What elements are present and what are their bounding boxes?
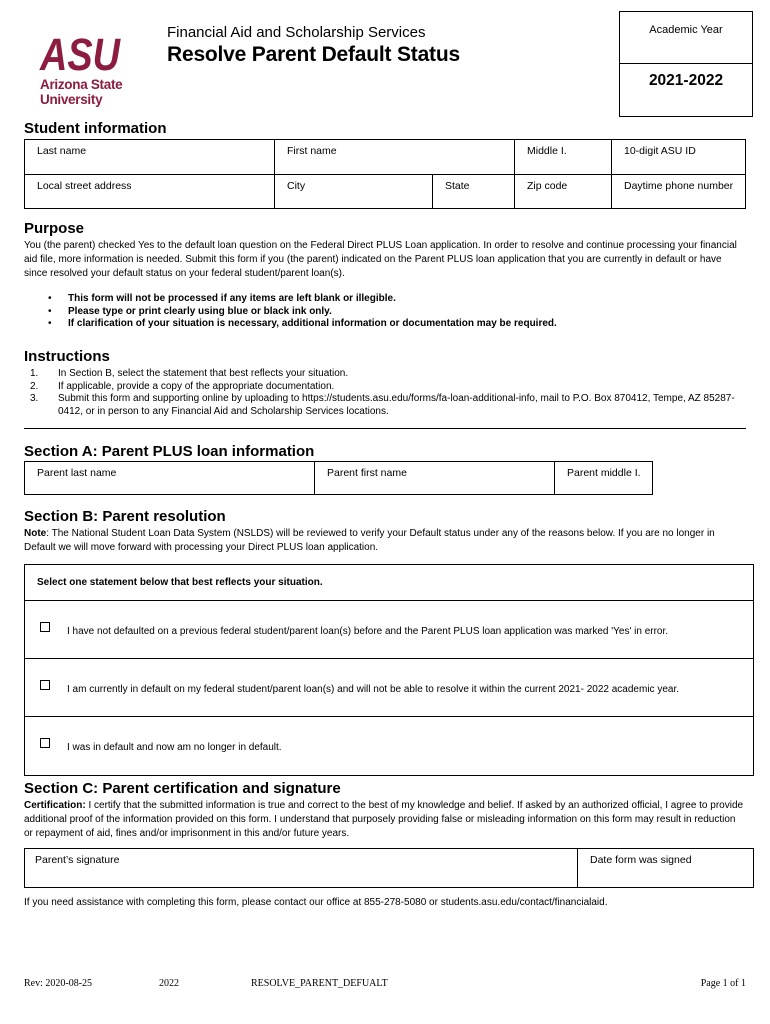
asu-logo-text: ASU (39, 29, 122, 80)
purpose-heading: Purpose (24, 220, 85, 237)
parent-last-name-field[interactable]: Parent last name (25, 462, 315, 494)
academic-year-divider (620, 63, 752, 64)
footer-form-code: RESOLVE_PARENT_DEFUALT (251, 978, 388, 989)
form-title: Resolve Parent Default Status (167, 43, 460, 66)
certification-label: Certification: (24, 800, 86, 811)
academic-year-box (619, 11, 753, 117)
note-text: : The National Student Loan Data System (NSLDS) will be reviewed to verify your Default status under any of the reasons below. If you are no longer in Default we will move forward with processing your Direct PLUS loan application. (24, 528, 715, 553)
section-a-table (24, 461, 653, 495)
middle-initial-field[interactable]: Middle I. (515, 140, 612, 175)
city-field[interactable]: City (275, 175, 433, 208)
purpose-bullets (24, 293, 746, 331)
instructions-heading: Instructions (24, 348, 110, 365)
parent-first-name-field[interactable]: Parent first name (315, 462, 555, 494)
first-name-field[interactable]: First name (275, 140, 515, 175)
step-text: In Section B, select the statement that best reflects your situation. (58, 368, 349, 379)
step-text: If applicable, provide a copy of the appropriate documentation. (58, 380, 335, 392)
option-checkbox[interactable] (40, 738, 50, 748)
signature-table (24, 848, 754, 888)
option-checkbox[interactable] (40, 680, 50, 690)
office-name: Financial Aid and Scholarship Services (167, 24, 426, 41)
university-name-line2: University (40, 92, 103, 107)
parent-signature-field[interactable]: Parent’s signature (25, 849, 578, 887)
student-info-heading: Student information (24, 120, 167, 137)
academic-year-value: 2021-2022 (648, 72, 724, 89)
state-field[interactable]: State (433, 175, 515, 208)
footer-year: 2022 (159, 978, 179, 989)
zip-code-field[interactable]: Zip code (515, 175, 612, 208)
footer-page-number: Page 1 of 1 (700, 978, 746, 989)
certification-text (24, 799, 746, 841)
instructions-list (24, 368, 746, 418)
section-b-note (24, 527, 746, 555)
university-name-line1: Arizona State (40, 77, 123, 92)
instruction-step (24, 381, 746, 394)
academic-year-label: Academic Year (649, 24, 723, 36)
purpose-bullet: • If clarification of your situation is necessary, additional information or documentation may be required. (24, 318, 746, 331)
contact-text: If you need assistance with completing this form, please contact our office at 855-278-5080 or students.asu.edu/contact/financialaid. (24, 897, 608, 908)
section-a-heading: Section A: Parent PLUS loan information (24, 443, 315, 460)
instruction-step (24, 368, 746, 381)
option-text: I was in default and now am no longer in default. (67, 742, 282, 753)
university-name (40, 77, 122, 107)
select-prompt: Select one statement below that best reflects your situation. (37, 577, 323, 588)
instruction-step (24, 393, 746, 418)
section-b-heading: Section B: Parent resolution (24, 508, 226, 525)
footer-revision: Rev: 2020-08-25 (24, 978, 93, 989)
section-divider (24, 428, 746, 429)
step-number: 3. (30, 393, 39, 404)
asu-logo (39, 29, 122, 80)
parent-middle-initial-field[interactable]: Parent middle I. (567, 467, 641, 479)
resolution-option[interactable] (25, 659, 753, 717)
resolution-options-table (24, 564, 754, 776)
resolution-option[interactable] (25, 717, 753, 775)
step-number: 2. (30, 380, 39, 392)
purpose-text: You (the parent) checked Yes to the default loan question on the Federal Direct PLUS Loan application. In order to resolve and continue processing your financial aid file, more information is needed. Submit this form if you (the parent) indicated on the Parent PLUS loan application that you are currently in default or have since resolved your default status on your federal student/parent loan(s). (24, 240, 737, 279)
last-name-field[interactable]: Last name (25, 140, 275, 175)
student-info-table (24, 139, 746, 209)
step-text: Submit this form and supporting online by uploading to https://students.asu.edu/forms/fa-loan-additional-info, mail to P.O. Box 870412, Tempe, AZ 85287-0412, or in person to any Financial Aid and Scholarship Services locations. (58, 393, 735, 417)
select-prompt-row (25, 565, 753, 601)
asu-id-field[interactable]: 10-digit ASU ID (612, 140, 745, 175)
phone-field[interactable]: Daytime phone number (624, 180, 734, 192)
date-signed-field[interactable]: Date form was signed (590, 854, 692, 866)
note-label: Note (24, 528, 47, 539)
street-address-field[interactable]: Local street address (25, 175, 275, 208)
step-number: 1. (30, 368, 39, 379)
resolution-option[interactable] (25, 601, 753, 659)
option-checkbox[interactable] (40, 622, 50, 632)
option-text: I have not defaulted on a previous federal student/parent loan(s) before and the Parent PLUS loan application was marked 'Yes' in error. (67, 626, 669, 637)
certification-body: I certify that the submitted information is true and correct to the best of my knowledge and belief. If asked by an authorized official, I agree to provide additional proof of the information provided on this form. I understand that purposely providing false or misleading information on this form may result in reduction or repayment of aid, fines and/or imprisonment in this and/or future years. (24, 800, 744, 839)
purpose-bullet: • This form will not be processed if any items are left blank or illegible. (24, 293, 746, 306)
purpose-bullet: • Please type or print clearly using blue or black ink only. (24, 306, 746, 319)
section-c-heading: Section C: Parent certification and signature (24, 780, 341, 797)
option-text: I am currently in default on my federal student/parent loan(s) and will not be able to resolve it within the current 2021- 2022 academic year. (67, 684, 680, 695)
